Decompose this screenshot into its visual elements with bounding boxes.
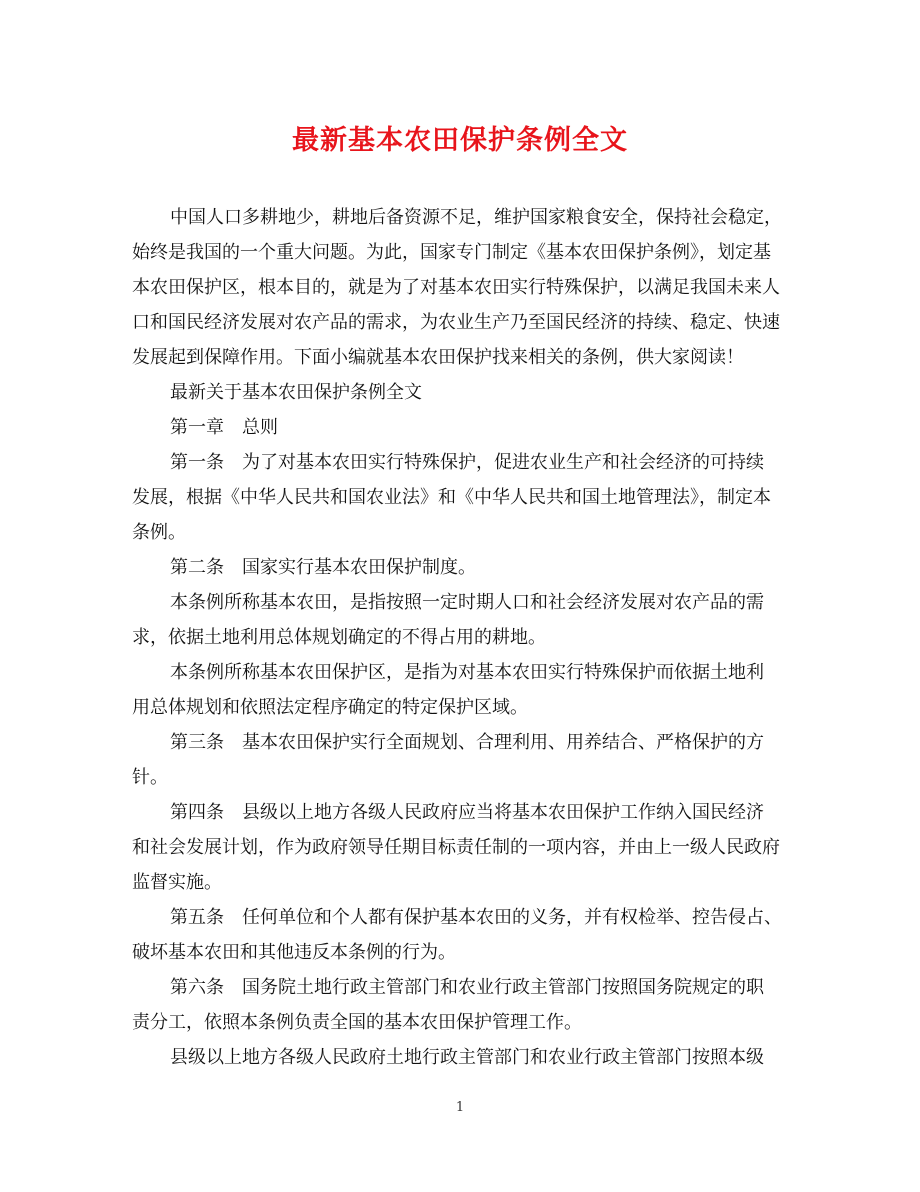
body-line: 中国人口多耕地少，耕地后备资源不足，维护国家粮食安全，保持社会稳定， [170,207,782,228]
body-line: 本农田保护区，根本目的，就是为了对基本农田实行特殊保护，以满足我国未来人 [132,277,780,298]
body-line: 县级以上地方各级人民政府土地行政主管部门和农业行政主管部门按照本级 [170,1047,764,1068]
body-line: 第三条 基本农田保护实行全面规划、合理利用、用养结合、严格保护的方 [170,732,764,753]
body-line: 本条例所称基本农田，是指按照一定时期人口和社会经济发展对农产品的需 [170,592,764,613]
body-line: 第一章 总则 [170,417,278,438]
body-line: 针。 [132,767,168,788]
body-line: 本条例所称基本农田保护区，是指为对基本农田实行特殊保护而依据土地利 [170,662,764,683]
document-body [132,200,798,1075]
body-line: 第五条 任何单位和个人都有保护基本农田的义务，并有权检举、控告侵占、 [170,907,782,928]
body-line: 口和国民经济发展对农产品的需求，为农业生产乃至国民经济的持续、稳定、快速 [132,312,780,333]
body-line: 条例。 [132,522,186,543]
body-line: 责分工，依照本条例负责全国的基本农田保护管理工作。 [132,1012,582,1033]
body-line: 第六条 国务院土地行政主管部门和农业行政主管部门按照国务院规定的职 [170,977,764,998]
body-line: 监督实施。 [132,872,222,893]
page-number: 1 [455,1100,465,1115]
document-title: 最新基本农田保护条例全文 [292,125,628,156]
body-line: 最新关于基本农田保护条例全文 [170,382,422,403]
body-line: 用总体规划和依照法定程序确定的特定保护区域。 [132,697,528,718]
body-line: 发展，根据《中华人民共和国农业法》和《中华人民共和国土地管理法》，制定本 [132,487,771,508]
body-line: 发展起到保障作用。下面小编就基本农田保护找来相关的条例，供大家阅读！ [132,347,744,368]
body-line: 第四条 县级以上地方各级人民政府应当将基本农田保护工作纳入国民经济 [170,802,764,823]
body-line: 和社会发展计划，作为政府领导任期目标责任制的一项内容，并由上一级人民政府 [132,837,780,858]
body-line: 第二条 国家实行基本农田保护制度。 [170,557,476,578]
body-line: 求，依据土地利用总体规划确定的不得占用的耕地。 [132,627,546,648]
body-line: 始终是我国的一个重大问题。为此，国家专门制定《基本农田保护条例》，划定基 [132,242,771,263]
body-line: 第一条 为了对基本农田实行特殊保护，促进农业生产和社会经济的可持续 [170,452,764,473]
body-line: 破坏基本农田和其他违反本条例的行为。 [132,942,456,963]
